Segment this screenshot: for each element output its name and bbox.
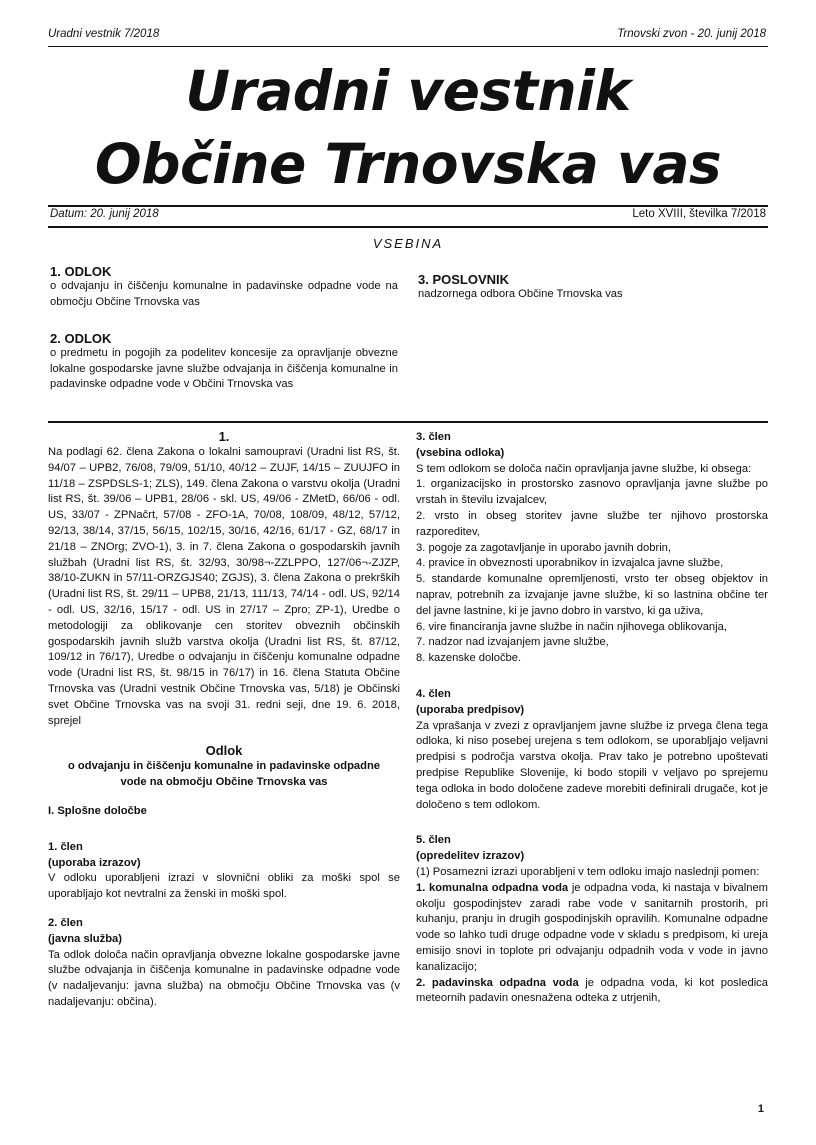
left-column <box>48 428 400 1011</box>
contents-item-heading: 1. ODLOK <box>50 264 112 279</box>
contents-item-text: o odvajanju in čiščenju komunalne in padavinske odpadne vode na območju Občine Trnovska vas <box>50 280 398 308</box>
contents-title: VSEBINA <box>372 236 444 251</box>
list-item: 3. pogoje za zagotavljanje in uporabo javnih dobrin, <box>416 541 672 554</box>
preamble: Na podlagi 62. člena Zakona o lokalni samoupravi (Uradni list RS, št. 94/07 – UPB2, 76/08, 79/09, 51/10, 40/12 – ZUJF, 14/15 – ZUUJFO in 11/18 – ZSPDSLS-1; ZLS), 149. člena Zakona o varstvu okolja (Uradni list RS, št. 39/06 – UPB1, 28/06 - skl. US, 49/06 - ZMetD, 66/06 - odl. US, 33/07 - ZPNačrt, 57/08 - ZFO-1A, 70/08, 108/09, 48/12, 57/12, 92/13, 38/14, 37/15, 56/15, 102/15, 30/16, 42/16, 61/17 - GZ, 68/17 in 21/18 – ZNOrg; ZVO-1), 3. in 7. člena Zakona o gospodarskih javnih službah (Uradni list RS, št. 32/93, 30/98¬-ZZLPPO, 127/06¬-ZJZP, 38/10-ZUKN in 57/11-ORZGJS40; ZGJS), 3. člena Zakona o prekrških (Uradni list RS, št. 29/11 – UPB8, 21/13, 111/13, 74/14 - odl. US, 92/14 - odl. US, 32/16, 15/17 - odl. US in 27/17 – Zpro; ZP-1), Uredbe o metodologiji za oblikovanje cen storitev obveznih občinskih gospodarskih javnih služb varstva okolja (Uradni list RS, št. 87/12, 109/12 in 76/17), Uredbe o odvajanju in čiščenju komunalne odpadne vode (Uradni list RS, št. 98/15 in 76/17) in 16. člena Statuta Občine Trnovska vas (Uradni vestnik Občine Trnovska vas, 5/18) je Občinski svet Občine Trnovska vas na svoji 31. redni seji, dne 19. 6. 2018, sprejel <box>48 446 400 727</box>
running-header-right: Trnovski zvon - 20. junij 2018 <box>617 28 766 40</box>
issue-number: Leto XVIII, številka 7/2018 <box>632 208 766 220</box>
right-column <box>416 430 768 1007</box>
article-number: 1. člen <box>48 840 83 853</box>
definition-text: je odpadna voda, ki nastaja v bivalnem okolju gospodinjstev zaradi rabe vode v sanitarnih prostorih, pri kuhanju, pranju in drugih gospodinjskih opravilih. Komunalne odpadne vode so lahko tudi druge odpadne vode v skladu s predpisom, ki ureja emisijo snovi in toplote pri odvajanju odpadnih voda v vode in javno kanalizacijo; <box>416 881 768 973</box>
contents-item-heading: 3. POSLOVNIK <box>418 272 510 287</box>
document-number: 1. <box>218 429 230 444</box>
definition <box>416 881 768 976</box>
list-item: 4. pravice in obveznosti uporabnikov in izvajalca javne službe, <box>416 557 724 570</box>
masthead-line-1: Uradni vestnik <box>185 59 631 123</box>
act-subtitle: o odvajanju in čiščenju komunalne in padavinske odpadne vode na območju Občine Trnovska vas <box>67 760 381 789</box>
article-title: (uporaba predpisov) <box>416 703 525 716</box>
list-item: 8. kazenske določbe. <box>416 652 522 665</box>
header-rule <box>48 46 768 47</box>
article-title: (uporaba izrazov) <box>48 856 141 869</box>
article-text: (1) Posamezni izrazi uporabljeni v tem odloku imajo naslednji pomen: <box>416 865 760 878</box>
list-item: 5. standarde komunalne opremljenosti, vrsto ter obseg objektov in naprav, potrebnih za izvajanje javne službe, ki so lastnina občine ter del javne lastnine, ki je javno dobro in varstvo, ki ga uživa, <box>416 573 768 617</box>
masthead-line-2: Občine Trnovska vas <box>94 132 722 196</box>
contents-item-text: o predmetu in pogojih za podelitev koncesije za opravljanje obvezne lokalne gospodarske javne službe odvajanja in čiščenja komunalne in padavinske odpadne vode v Občini Trnovska vas <box>50 347 398 390</box>
act-title: Odlok <box>205 743 243 759</box>
page-number: 1 <box>757 1103 764 1115</box>
article-number: 2. člen <box>48 916 83 929</box>
article-title: (opredelitev izrazov) <box>416 850 525 863</box>
article-text: V odloku uporabljeni izrazi v slovnični obliki za moški spol se uporabljajo kot nevtralni za ženski in moški spol. <box>48 872 400 901</box>
running-header-left: Uradni vestnik 7/2018 <box>48 28 160 40</box>
meta-top-rule <box>48 205 768 207</box>
contents-item[interactable] <box>50 331 398 393</box>
contents-bottom-rule <box>48 421 768 423</box>
contents-item-heading: 2. ODLOK <box>50 331 112 346</box>
contents-item-text: nadzornega odbora Občine Trnovska vas <box>418 288 623 300</box>
list-item: 1. organizacijsko in prostorsko zasnovo opravljanja javne službe po vrstah in številu izvajalcev, <box>416 478 768 507</box>
contents-item[interactable] <box>50 264 398 310</box>
meta-bottom-rule <box>48 226 768 228</box>
article-title: (javna služba) <box>48 932 122 945</box>
definition-text: je odpadna voda, ki kot posledica meteornih padavin onesnažena odteka z utrjenih, <box>416 976 768 1005</box>
article-text: Ta odlok določa način opravljanja obvezne lokalne gospodarske javne službe odvajanja in čiščenja komunalne in padavinske odpadne vode (v nadaljevanju: javna služba) na območju Občine Trnovska vas (v nadaljevanju: občina). <box>48 948 400 1008</box>
part-heading: I. Splošne določbe <box>48 804 147 817</box>
article-text: Za vprašanja v zvezi z opravljanjem javne službe iz prvega člena tega odloka, ki niso posebej urejena s tem odlokom, se uporabljajo veljavni predpisi s področja varstva okolja. Prav tako je potrebno upoštevati predpise Republike Slovenije, ki bodo stopili v veljavo po sprejemu tega odloka in bodo določene zadeve morebiti definirali drugače, kot je določeno s tem odlokom. <box>416 719 768 811</box>
list-item: 7. nadzor nad izvajanjem javne službe, <box>416 636 609 649</box>
article-number: 4. člen <box>416 687 451 700</box>
article-number: 5. člen <box>416 834 451 847</box>
article-text: S tem odlokom se določa način opravljanja javne službe, ki obsega: <box>416 462 752 475</box>
list-item: 6. vire financiranja javne službe in način njihovega oblikovanja, <box>416 620 727 633</box>
article-number: 3. člen <box>416 431 451 443</box>
definition <box>416 976 768 1008</box>
definition-term: 1. komunalna odpadna voda <box>416 881 569 894</box>
article-title: (vsebina odloka) <box>416 446 505 459</box>
issue-date: Datum: 20. junij 2018 <box>50 208 159 220</box>
contents-item[interactable] <box>418 272 766 303</box>
definition-term: 2. padavinska odpadna voda <box>416 976 579 989</box>
list-item: 2. vrsto in obseg storitev javne službe ter njihovo prostorska razporeditev, <box>416 509 768 538</box>
